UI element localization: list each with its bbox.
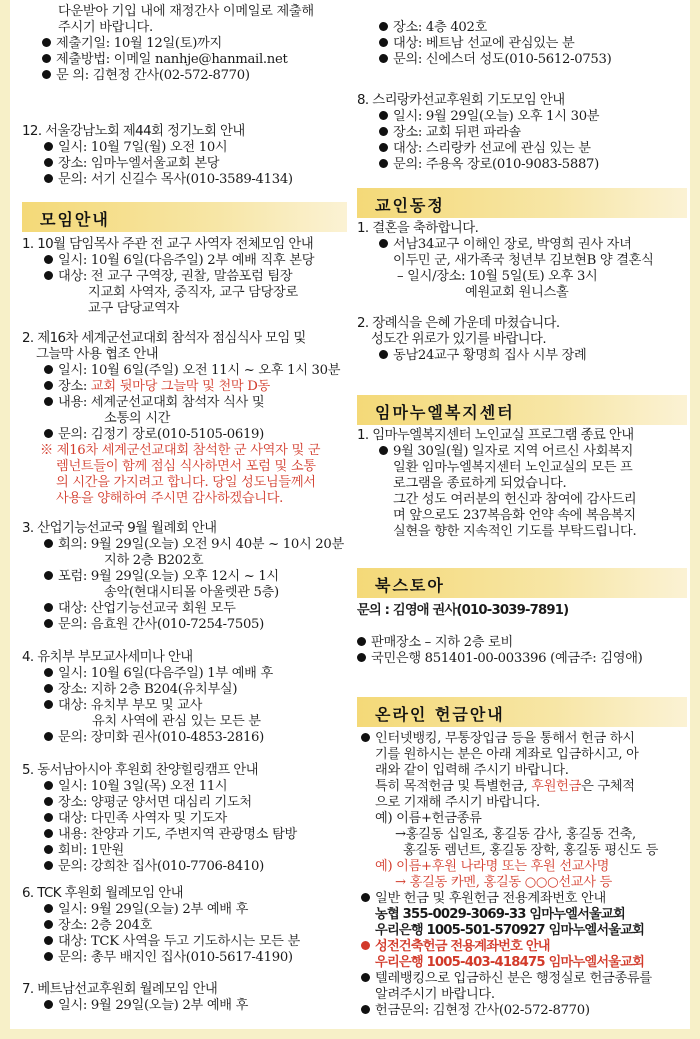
list-item: 일시: 10월 6일(다음주일) 1부 예배 후 [22,666,352,682]
list-item: 대상: 산업기능선교국 회원 모두 [22,601,352,617]
bullet-icon [44,381,53,390]
text-line: 으로 기재해 주시기 바랍니다. [375,795,540,810]
contact-line: 문의 : 김영애 권사(010-3039-7891) [357,603,569,618]
list-item: 대상: 전 교구 구역장, 권찰, 말씀포럼 팀장 [22,269,352,285]
list-item: 문의: 강희찬 집사(010-7706-8410) [22,859,352,875]
bullet-icon [361,973,370,982]
list-item: 문의: 주용옥 장로(010-9083-5887) [357,157,687,173]
bullet-icon [379,127,388,136]
text-line: 일환 임마누엘복지센터 노인교실의 모든 프 [393,460,633,475]
bullet-icon [44,797,53,806]
list-item: 대상: 유치부 부모 및 교사 [22,698,352,714]
bullet-icon [379,159,388,168]
text-line: 예원교회 원니스홀 [465,285,569,300]
bullet-icon [357,653,366,662]
bullet-icon [44,619,53,628]
bullet-icon [44,845,53,854]
note-line: 의 시간을 가지려고 합니다. 당일 성도님들께서 [56,475,316,490]
text-line: 소통의 시간 [104,411,171,426]
text-line: 예) 이름+헌금종류 [375,811,482,826]
members-2 [357,316,687,364]
list-item: 일시: 10월 7일(월) 오전 10시 [22,140,352,156]
list-item: 문의: 서기 신길수 목사(010-3589-4134) [22,172,352,188]
bullet-icon [44,829,53,838]
bullet-icon [44,571,53,580]
bullet-icon [44,936,53,945]
list-item: 인터넷뱅킹, 무통장입금 등을 통해서 헌금 하시 [357,731,687,747]
bullet-icon [379,143,388,152]
welfare-1 [357,428,687,540]
bullet-icon [44,1000,53,1009]
text-line: 실현을 향한 지속적인 기도를 부탁드립니다. [393,524,637,539]
bullet-icon [44,813,53,822]
list-item: 장소: 4층 402호 [357,20,687,36]
list-item: 텔레뱅킹으로 입금하신 분은 행정실로 헌금종류를 [357,971,687,987]
meeting-title: 6. TCK 후원회 월례모임 안내 [22,886,183,901]
list-item: 대상: 스리랑카 선교에 관심 있는 분 [357,141,687,157]
bank-account: 우리은행 1005-501-570927 임마누엘서울교회 [375,923,645,938]
meeting-title: 5. 동서남아시아 후원회 찬양힐링캠프 안내 [22,763,258,778]
section-header-online-offering: 온라인 헌금안내 [357,697,687,727]
bullet-icon [379,38,388,47]
bullet-icon [379,446,388,455]
bullet-icon [44,158,53,167]
bullet-icon [379,239,388,248]
bullet-icon [44,539,53,548]
bullet-icon [44,700,53,709]
list-item: 일시: 9월 29일(오늘) 오후 1시 30분 [357,109,687,125]
list-item: 성전건축헌금 전용계좌번호 안내 [357,939,687,955]
notice-title: 12. 서울강남노회 제44회 정기노회 안내 [22,124,245,139]
text-line: →홍길동 십일조, 홍길동 감사, 홍길동 건축, [395,827,636,842]
list-item: 장소: 양평군 양서면 대심리 기도처 [22,795,352,811]
bullet-icon [379,111,388,120]
text-line: 송악(현대시티몰 아울렛관 5층) [104,585,279,600]
text-line: 로그램을 종료하게 되었습니다. [393,476,567,491]
list-item: 일시: 10월 6일(다음주일) 2부 예배 직후 본당 [22,253,352,269]
intro-notice [22,4,352,84]
note-line: 렘넌트들이 함께 점심 식사하면서 포럼 및 소통 [56,459,316,474]
bullet-icon [44,904,53,913]
text-line: 주시기 바랍니다. [58,20,153,35]
meeting-8 [357,93,687,173]
list-item: 서남34교구 이해인 장로, 박영희 권사 자녀 [357,237,687,253]
list-item: 문의: 음효원 간사(010-7254-7505) [22,617,352,633]
item-title: 성도간 위로가 있기를 바랍니다. [371,332,546,347]
text-line: 다운받아 기입 내에 재정간사 이메일로 제출해 [58,4,314,19]
text-line: 이두민 군, 새가족국 청년부 김보현B 양 결혼식 [393,253,654,268]
meeting-7-continued [357,20,687,68]
text-line: – 일시/장소: 10월 5일(토) 오후 3시 [397,269,598,284]
bullet-icon [44,429,53,438]
bullet-icon [44,861,53,870]
bullet-icon [361,893,370,902]
list-item: 대상: 다민족 사역자 및 기도자 [22,811,352,827]
item-title: 1. 임마누엘복지센터 노인교실 프로그램 종료 안내 [357,428,634,443]
bullet-icon [379,350,388,359]
bank-account: 농협 355-0029-3069-33 임마누엘서울교회 [375,907,625,922]
bullet-icon [42,38,51,47]
bullet-icon [44,271,53,280]
meeting-title: 1. 10월 담임목사 주관 전 교구 사역자 전체모임 안내 [22,237,314,252]
item-title: 2. 장례식을 은혜 가운데 마쳤습니다. [357,316,560,331]
bullet-icon [44,952,53,961]
bullet-icon [42,54,51,63]
text-line: 예) 이름+후원 나라명 또는 후원 선교사명 [375,859,610,874]
list-item: 문의: 장미화 권사(010-4853-2816) [22,730,352,746]
list-item: 제출방법: 이메일 nanhje@hanmail.net [22,52,352,68]
meeting-3 [22,521,352,633]
list-item: 헌금문의: 김현정 간사(02-572-8770) [357,1003,687,1019]
bullet-icon [44,365,53,374]
meeting-6 [22,886,352,966]
text-line: 그간 성도 여러분의 헌신과 참여에 감사드리 [393,492,637,507]
list-item: 포럼: 9월 29일(오늘) 오후 12시 ~ 1시 [22,569,352,585]
note-line: 사용을 양해하여 주시면 감사하겠습니다. [56,491,284,506]
list-item: 제출기일: 10월 12일(토)까지 [22,36,352,52]
bullet-icon [361,941,370,950]
list-item: 회비: 1만원 [22,843,352,859]
section-header-meetings: 모임안내 [22,202,347,232]
bullet-icon [44,397,53,406]
list-item: 국민은행 851401-00-003396 (예금주: 김영애) [357,651,687,667]
bullet-icon [361,733,370,742]
meeting-1 [22,237,352,317]
bullet-icon [379,22,388,31]
meeting-title: 8. 스리랑카선교후원회 기도모임 안내 [357,93,565,108]
text-line: 홍길동 렘넌트, 홍길동 장학, 홍길동 평신도 등 [403,843,659,858]
bullet-icon [361,1005,370,1014]
list-item: 판매장소 – 지하 2층 로비 [357,635,687,651]
bullet-icon [42,70,51,79]
list-item: 내용: 찬양과 기도, 주변지역 관광명소 탐방 [22,827,352,843]
bullet-icon [44,684,53,693]
note-line: ※ 제16차 세계군선교대회 참석한 군 사역자 및 군 [40,443,321,458]
text-line: 교구 담당교역자 [88,301,179,316]
bullet-icon [44,781,53,790]
bullet-icon [44,142,53,151]
meeting-7 [22,982,352,1014]
list-item: 대상: TCK 사역을 두고 기도하시는 모든 분 [22,934,352,950]
list-item: 장소: 교회 뒷마당 그늘막 및 천막 D동 [22,379,352,395]
list-item: 일반 헌금 및 후원헌금 전용계좌번호 안내 [357,891,687,907]
text-line: 래와 같이 입력해 주시기 바랍니다. [375,763,569,778]
meeting-title: 2. 제16차 세계군선교대회 참석자 점심식사 모임 및 [22,331,306,346]
text-line: 지교회 사역자, 중직자, 교구 담당장로 [88,285,298,300]
list-item: 장소: 교회 뒤편 파라솔 [357,125,687,141]
text-line: 특히 목적헌금 및 특별헌금, 후원헌금은 구체적 [375,779,635,794]
list-item: 문 의: 김현정 간사(02-572-8770) [22,68,352,84]
bullet-icon [44,174,53,183]
members-1 [357,221,687,301]
text-line: 유치 사역에 관심 있는 모든 분 [92,714,261,729]
list-item: 문의: 총무 배지인 집사(010-5617-4190) [22,950,352,966]
bullet-icon [357,637,366,646]
list-item: 일시: 9월 29일(오늘) 2부 예배 후 [22,998,352,1014]
meeting-5 [22,763,352,875]
text-line: 며 앞으로도 237복음화 언약 속에 복음복지 [393,508,636,523]
list-item: 9월 30일(월) 일자로 지역 어르신 사회복지 [357,444,687,460]
section-header-members: 교인동정 [357,188,687,218]
item-title: 1. 결혼을 축하합니다. [357,221,479,236]
text-line: 알려주시기 바랍니다. [375,987,495,1002]
list-item: 일시: 10월 3일(목) 오전 11시 [22,779,352,795]
bullet-icon [379,54,388,63]
list-item: 일시: 10월 6일(주일) 오전 11시 ~ 오후 1시 30분 [22,363,352,379]
list-item: 일시: 9월 29일(오늘) 2부 예배 후 [22,902,352,918]
notice-12 [22,124,352,188]
bullet-icon [44,920,53,929]
bookstore [357,603,687,667]
list-item: 장소: 2층 204호 [22,918,352,934]
list-item: 동남24교구 황명희 집사 시부 장례 [357,348,687,364]
list-item: 문의: 김정기 장로(010-5105-0619) [22,427,352,443]
section-header-bookstore: 북스토아 [357,568,687,598]
meeting-title: 4. 유치부 부모교사세미나 안내 [22,650,193,665]
text-line: 기를 원하시는 분은 아래 계좌로 입금하시고, 아 [375,747,639,762]
list-item: 회의: 9월 29일(오늘) 오전 9시 40분 ~ 10시 20분 [22,537,352,553]
list-item: 장소: 임마누엘서울교회 본당 [22,156,352,172]
bullet-icon [44,732,53,741]
meeting-title: 그늘막 사용 협조 안내 [36,347,158,362]
online-offering [357,731,687,1019]
bullet-icon [44,603,53,612]
bullet-icon [44,668,53,677]
section-header-welfare: 임마누엘복지센터 [357,395,687,425]
text-line: → 홍길동 카멘, 홍길동 ○○○선교사 등 [395,875,612,890]
text-line: 지하 2층 B202호 [104,553,204,568]
list-item: 대상: 베트남 선교에 관심있는 분 [357,36,687,52]
list-item: 내용: 세계군선교대회 참석자 식사 및 [22,395,352,411]
meeting-2 [22,331,352,507]
list-item: 문의: 신에스더 성도(010-5612-0753) [357,52,687,68]
meeting-title: 7. 베트남선교후원회 월례모임 안내 [22,982,218,997]
bank-account: 우리은행 1005-403-418475 임마누엘서울교회 [375,955,645,970]
list-item: 장소: 지하 2층 B204(유치부실) [22,682,352,698]
meeting-4 [22,650,352,746]
meeting-title: 3. 산업기능선교국 9월 월례회 안내 [22,521,217,536]
bullet-icon [44,255,53,264]
